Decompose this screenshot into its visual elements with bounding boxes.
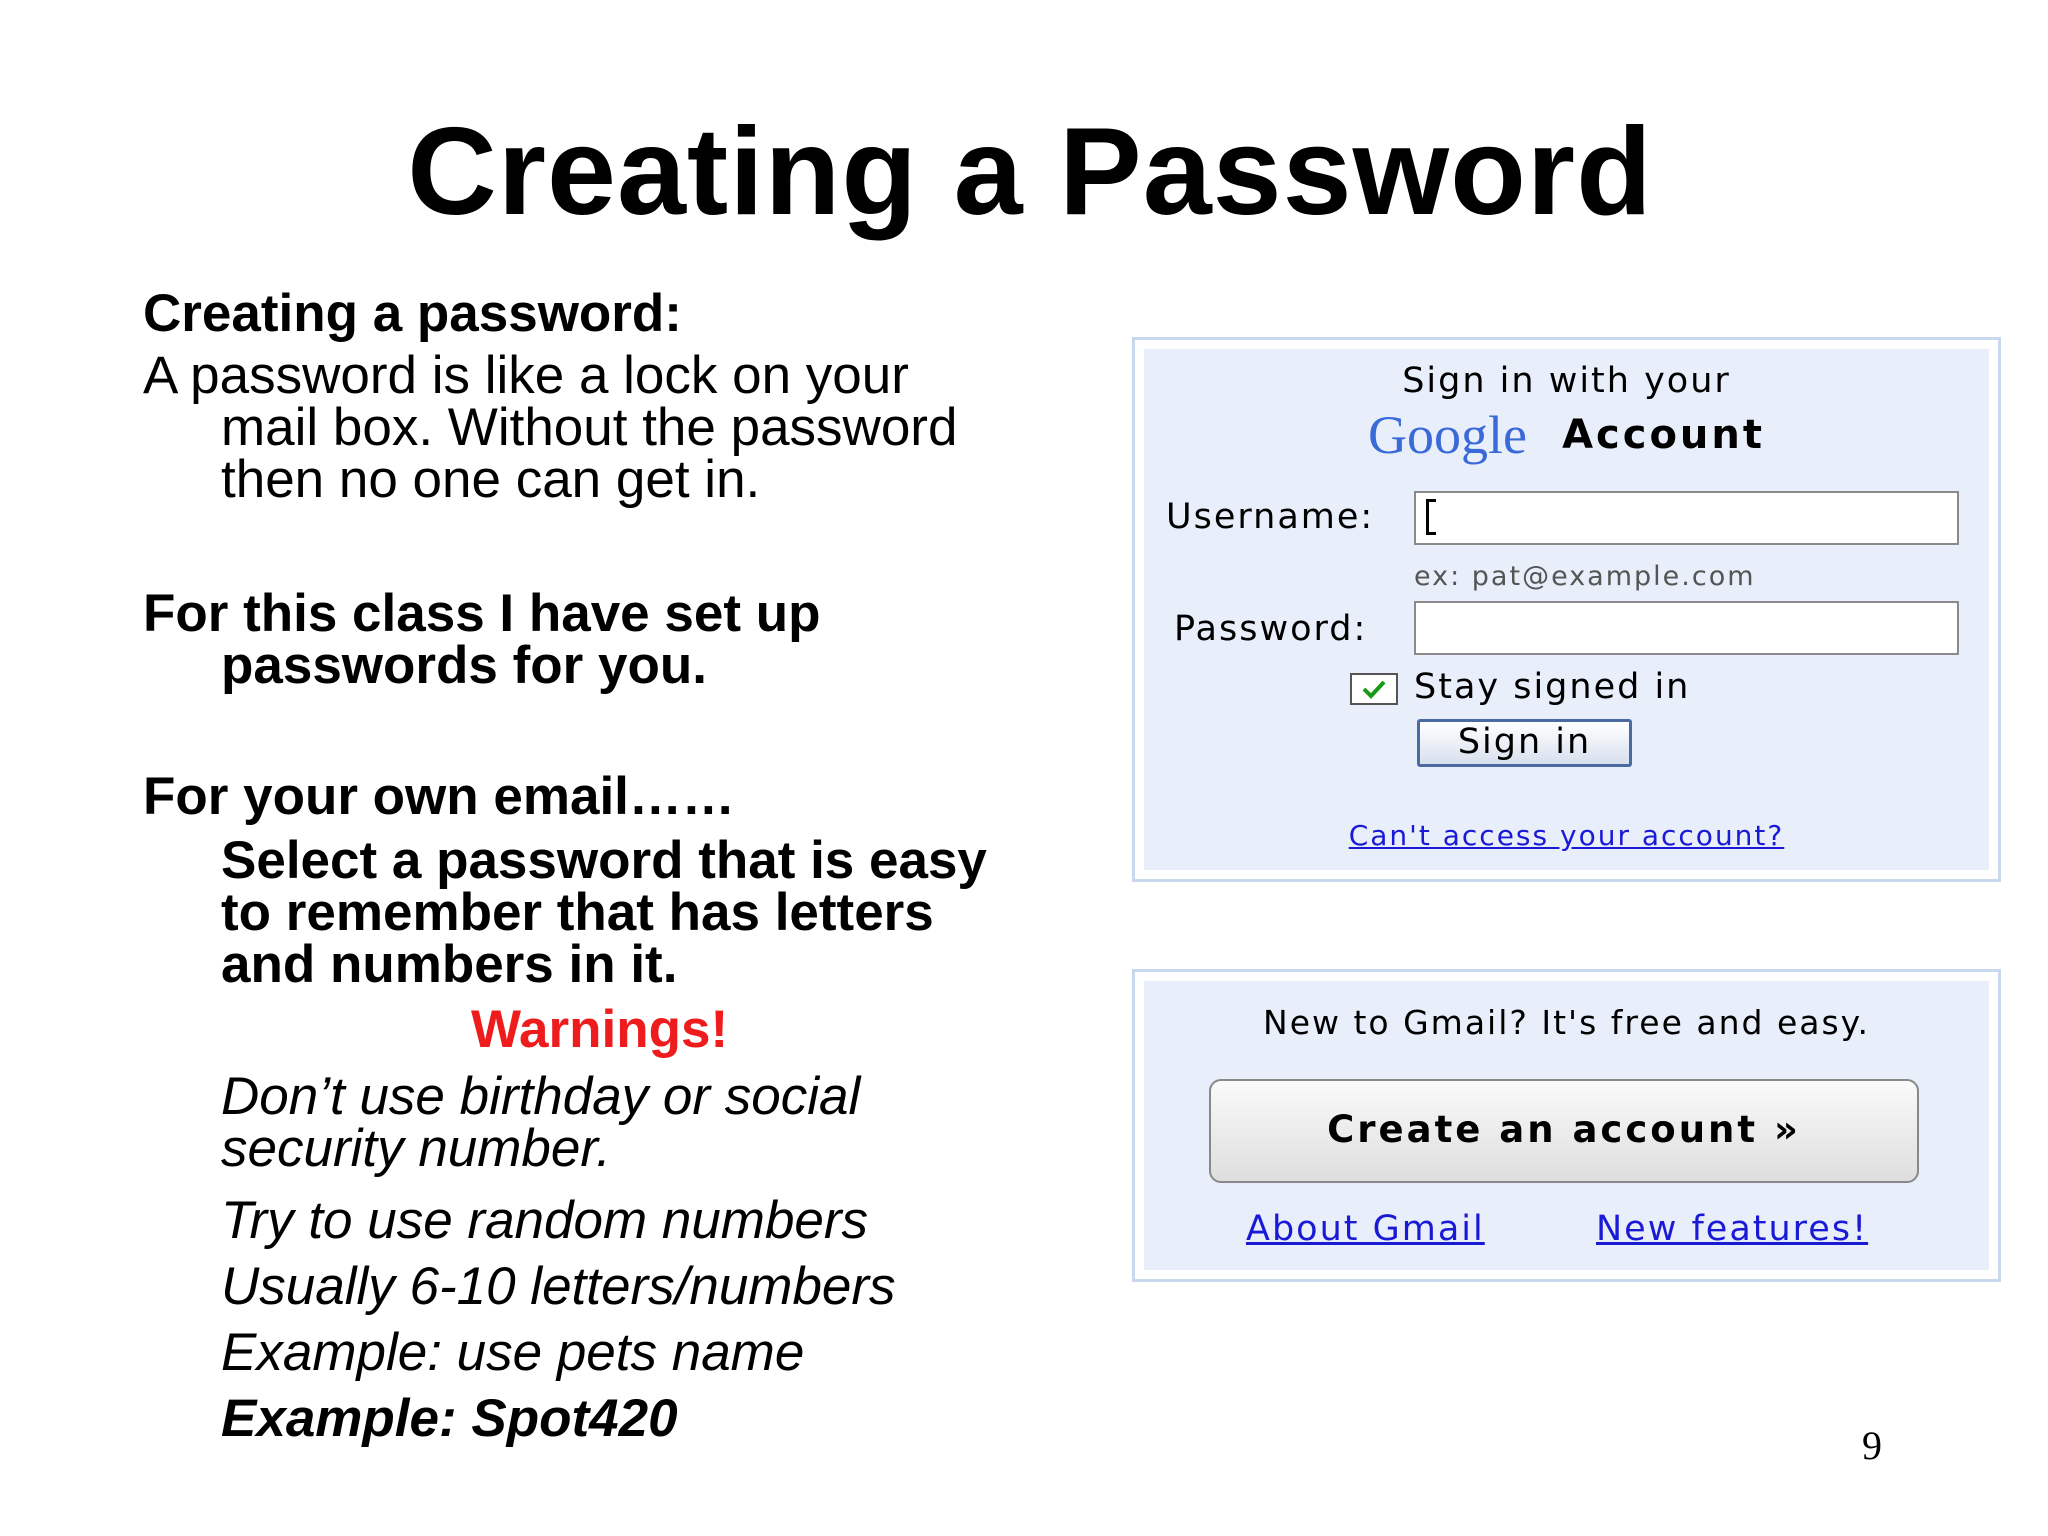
list-item: Example: use pets name — [221, 1323, 805, 1382]
password-input[interactable] — [1414, 601, 1959, 655]
cant-access-link[interactable]: Can't access your account? — [1348, 819, 1785, 852]
body-heading: Creating a password: — [143, 284, 682, 343]
google-account-line — [1144, 404, 1989, 466]
google-logo: Google — [1368, 405, 1527, 465]
class-note — [143, 584, 821, 695]
checkmark-icon — [1352, 675, 1396, 703]
username-input[interactable] — [1414, 491, 1959, 545]
lock-paragraph — [143, 346, 958, 509]
sign-in-button[interactable]: Sign in — [1417, 719, 1632, 767]
signin-panel-body — [1144, 349, 1989, 870]
text-line: passwords for you. — [221, 636, 707, 695]
text-line: mail box. Without the password — [221, 398, 958, 457]
warning-text — [143, 1067, 861, 1178]
own-email-heading: For your own email…… — [143, 767, 735, 826]
account-label: Account — [1562, 412, 1765, 458]
password-tips — [143, 1188, 896, 1452]
warnings-heading: Warnings! — [471, 1000, 729, 1059]
stay-signed-in-label: Stay signed in — [1414, 667, 1691, 707]
text-line: A password is like a lock on your — [143, 346, 909, 405]
new-features-link[interactable]: New features! — [1596, 1209, 1869, 1249]
signin-header: Sign in with your — [1402, 361, 1731, 401]
text-line: Select a password that is easy — [221, 831, 987, 890]
text-line: to remember that has letters — [221, 883, 934, 942]
page-number: 9 — [1862, 1423, 1882, 1468]
signin-panel — [1132, 337, 2001, 882]
select-tip — [143, 831, 987, 994]
gmail-panel-body — [1144, 981, 1989, 1270]
create-account-button[interactable]: Create an account » — [1209, 1079, 1919, 1183]
text-line: and numbers in it. — [221, 935, 678, 994]
list-item: Usually 6-10 letters/numbers — [221, 1257, 896, 1316]
example-password: Example: Spot420 — [221, 1389, 678, 1448]
username-label: Username: — [1166, 497, 1375, 537]
username-hint: ex: pat@example.com — [1414, 561, 1756, 592]
stay-signed-in-checkbox[interactable] — [1350, 673, 1398, 705]
text-line: security number. — [221, 1119, 611, 1178]
text-caret — [1426, 499, 1429, 535]
password-label: Password: — [1174, 609, 1368, 649]
text-line: Don’t use birthday or social — [221, 1067, 861, 1126]
about-gmail-link[interactable]: About Gmail — [1246, 1209, 1485, 1249]
gmail-panel — [1132, 969, 2001, 1282]
text-line: then no one can get in. — [221, 450, 761, 509]
list-item: Try to use random numbers — [221, 1191, 869, 1250]
text-line: For this class I have set up — [143, 584, 821, 643]
slide-title: Creating a Password — [407, 103, 1653, 241]
new-to-gmail-text: New to Gmail? It's free and easy. — [1263, 1003, 1870, 1042]
